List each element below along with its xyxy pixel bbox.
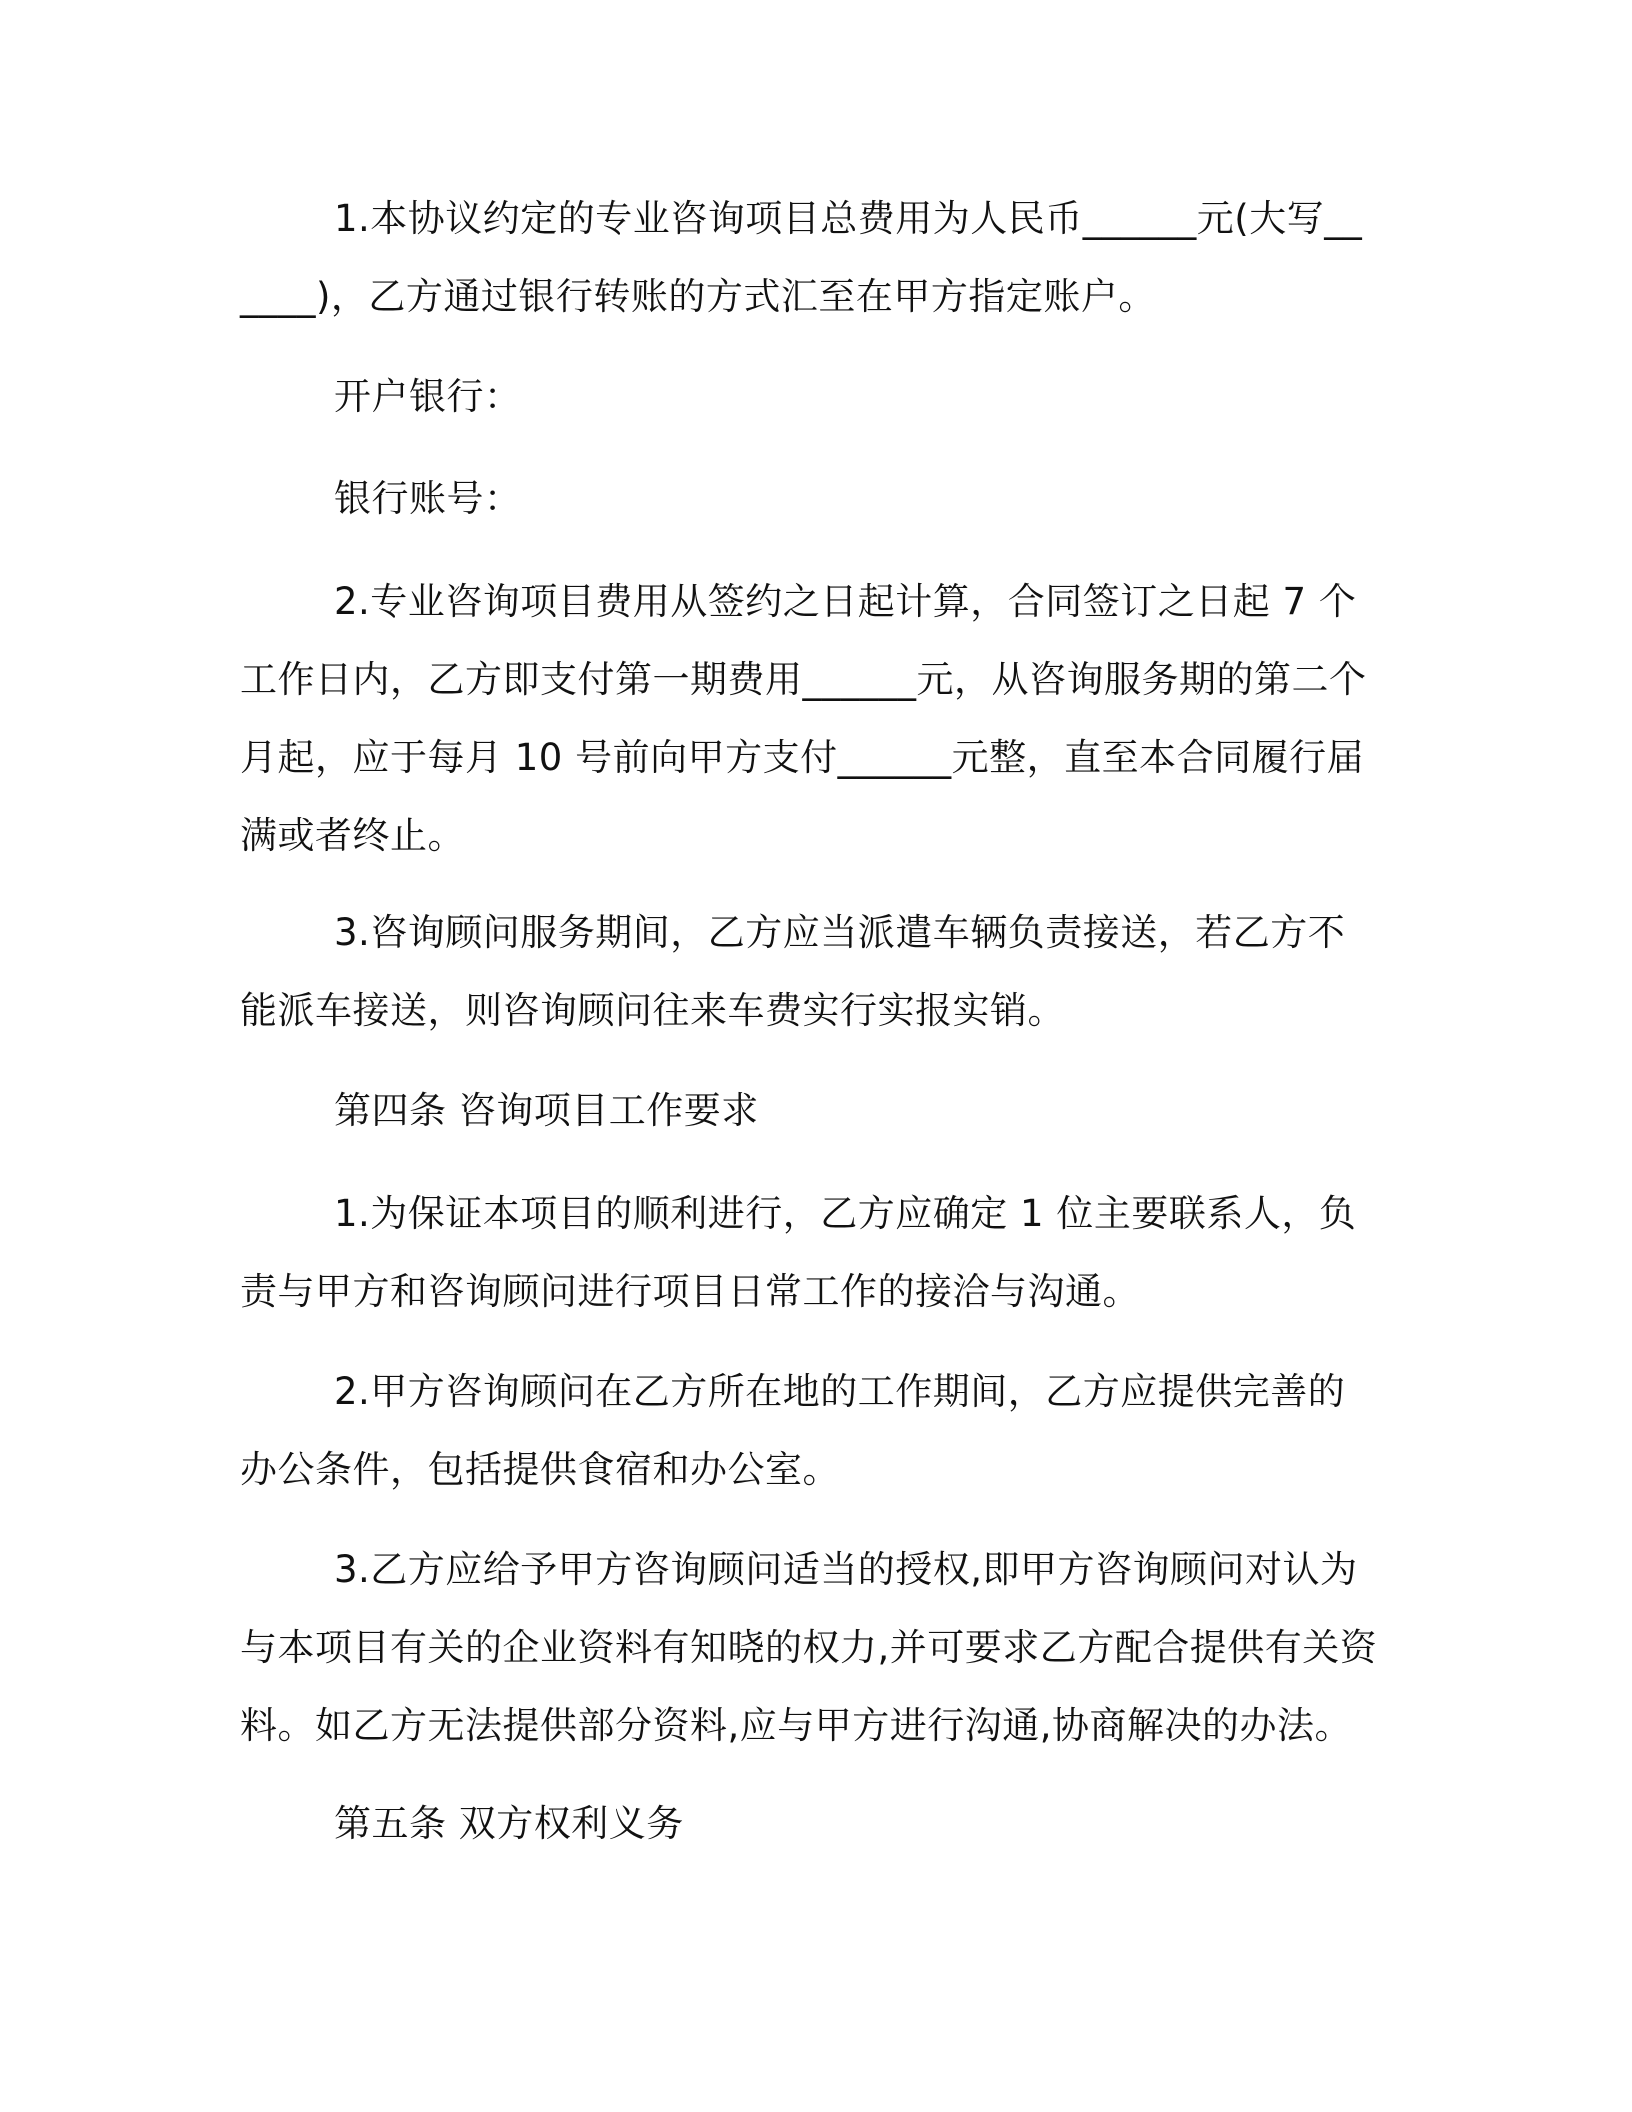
paragraph-bank-name: 开户银行： xyxy=(334,375,522,418)
paragraph-bank-account: 银行账号： xyxy=(334,477,522,520)
paragraph-office-conditions: 2.甲方咨询顾问在乙方所在地的工作期间，乙方应提供完善的办公条件，包括提供食宿和办公室。 xyxy=(240,1370,1346,1491)
section-heading-four: 第四条 咨询项目工作要求 xyxy=(334,1089,759,1132)
section-heading-five: 第五条 双方权利义务 xyxy=(334,1802,684,1845)
paragraph-authorization: 3.乙方应给予甲方咨询顾问适当的授权,即甲方咨询顾问对认为与本项目有关的企业资料有知晓的权力,并可要求乙方配合提供有关资料。如乙方无法提供部分资料,应与甲方进行沟通,协商解决的办法。 xyxy=(240,1548,1378,1747)
paragraph-transport: 3.咨询顾问服务期间，乙方应当派遣车辆负责接送，若乙方不能派车接送，则咨询顾问往来车费实行实报实销。 xyxy=(240,911,1346,1032)
paragraph-fee-schedule: 2.专业咨询项目费用从签约之日起计算，合同签订之日起 7 个工作日内，乙方即支付第一期费用______元，从咨询服务期的第二个月起，应于每月 10 号前向甲方支付______元整，直至本合同履行届满或者终止。 xyxy=(240,580,1367,857)
paragraph-fee-total: 1.本协议约定的专业咨询项目总费用为人民币______元(大写______)，乙方通过银行转账的方式汇至在甲方指定账户。 xyxy=(240,197,1363,318)
paragraph-contact-person: 1.为保证本项目的顺利进行，乙方应确定 1 位主要联系人，负责与甲方和咨询顾问进行项目日常工作的接洽与沟通。 xyxy=(240,1192,1357,1313)
